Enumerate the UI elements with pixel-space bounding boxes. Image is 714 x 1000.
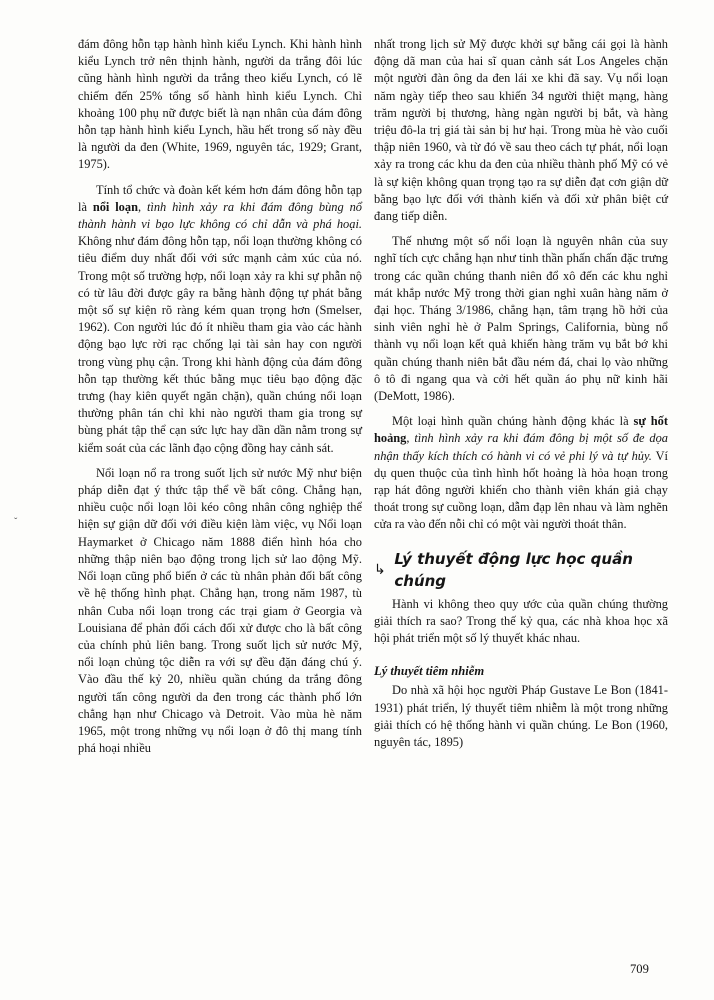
paragraph-contagion-theory: Do nhà xã hội học người Pháp Gustave Le Bon (1841-1931) phát triển, lý thuyết tiêm nhiễm là một trong những giải thích có hệ thống hành vi quần chúng. Le Bon (1960, nguyên tác, 1895) bbox=[374, 683, 668, 749]
paragraph-lynching-continued: đám đông hỗn tạp hành hình kiểu Lynch. Khi hành hình kiểu Lynch trở nên thịnh hành, người da trắng đôi lúc cũng hành hình người da trắng theo kiểu Lynch, có lẽ chiếm đến 25% tổng số hành hình kiểu Lynch. Chỉ khoảng 100 phụ nữ được biết là nạn nhân của đám đông hỗn tạp hành hình kiểu Lynch, hầu hết trong số này đều là người da đen (White, 1969, nguyên tác, 1929; Grant, 1975). bbox=[78, 37, 362, 172]
definition-riot: tình hình xảy ra khi đám đông bùng nổ thành hành vi bạo lực không có chỉ dẫn và phá hoại. bbox=[78, 199, 362, 232]
panic-intro-text: Một loại hình quần chúng hành động khác là bbox=[392, 414, 634, 429]
section-heading-text: Lý thuyết động lực học quần chúng bbox=[394, 549, 633, 590]
paragraph-theories-intro: Hành vi không theo quy ước của quần chúng thường giải thích ra sao? Trong thế kỷ qua, các nhà khoa học xã hội phát triển một số lý thuyết khác nhau. bbox=[374, 596, 668, 646]
right-column bbox=[374, 36, 668, 751]
subheading-contagion-theory: Lý thuyết tiêm nhiễm bbox=[374, 664, 485, 679]
definition-panic: tình hình xảy ra khi đám đông bị một số đe dọa nhận thấy kích thích có hành vi có vẻ phi lý và tự hủy. bbox=[374, 431, 668, 463]
page-number: 709 bbox=[630, 962, 649, 976]
paragraph-los-angeles-riot: nhất trong lịch sử Mỹ được khởi sự bằng cái gọi là hành động dã man của hai sĩ quan cảnh sát Los Angeles chặn một người đàn ông da đen lái xe khi đã say. Vụ nổi loạn năm ngày tiếp theo sau khiến 34 người thiệt mạng, hàng trăm người bị thương, hàng ngàn người bị bắt, và hàng triệu đô-la trị giá tài sản bị hư hại. Trong mùa hè vào cuối thập niên 1960, và từ đó về sau theo cách tự phát, nổi loạn xảy ra trong các khu da đen của nhiều thành phố Mỹ có vẻ là sự kiện không quan trọng tạo ra sự diễn đạt cơn giận dữ bằng bạo lực đối với thành kiến và đối xử phân biệt cứ đang tiếp diễn. bbox=[374, 37, 668, 224]
paragraph-riot-definition bbox=[78, 182, 362, 457]
riot-intro-text: Tính tổ chức và đoàn kết kém hơn đám đông hỗn tạp là bbox=[78, 182, 362, 214]
paragraph-riot-history: Nổi loạn nổ ra trong suốt lịch sử nước Mỹ như biện pháp diễn đạt ý thức tập thể về bất công. Chẳng hạn, nhiều cuộc nổi loạn lôi kéo công nhân công nghiệp thể hiện sự giận dữ đối với điều kiện làm việc, vụ Nổi loạn Haymarket ở Chicago năm 1888 điển hình hóa cho những thập niên bạo động trong lịch sử lao động Mỹ. Nổi loạn cũng phổ biến ở các tù nhân phản đối bất công về hệ thống hình phạt. Chẳng hạn, trong năm 1987, tù nhân Cuba nổi loạn trong các trại giam ở Georgia và Louisiana để phản đối cách đối xử được cho là bất công của chính phủ liên bang. Trong suốt lịch sử nước Mỹ, nổi loạn chủng tộc diễn ra với sự đều đặn đáng chú ý. Vào đầu thế kỷ 20, nhiều quần chúng da trắng đông người tấn công người da đen trong các thành phố lớn chẳng hạn như Chicago và Detroit. Vào mùa hè năm 1965, một trong những vụ nổi loạn ở đô thị mang tính phá hoại nhiều bbox=[78, 465, 362, 756]
riot-explanation: Không như đám đông hỗn tạp, nổi loạn thường không có tiêu điểm duy nhất đối với sức mạnh cảm xúc của nó. Trong một số trường hợp, nổi loạn xảy ra khi sự phẫn nộ có từ lâu đời được gây ra bằng hành động tự phát bằng một số sự kiện rõ ràng kém quan trọng hơn (Smelser, 1962). Con người lúc đó ít nhiều tham gia vào các hành động bạo lực rời rạc chống lại tài sản hay con người trong vùng phụ cận. Trong khi hành động của đám đông hỗn tạp thường kết thúc bằng mục tiêu bạo động đặc trưng (hay kiên quyết ngăn chặn), quần chúng nổi loạn thường phân tán chỉ khi nào người tham gia trong sự bùng phát tập thể cạn sức lực hay dần dần nằm trong sự kiểm soát của các lãnh đạo cộng đồng hay cảnh sát. bbox=[78, 234, 362, 455]
margin-mark: ˇ bbox=[14, 517, 18, 528]
paragraph-spring-break-riot: Thế nhưng một số nổi loạn là nguyên nhân của suy nghĩ tích cực chẳng hạn như tinh thần phấn chấn đặc trưng trong các quần chúng thanh niên đổ xô đến các khu nghỉ mát khắp nước Mỹ trong thời gian nghỉ xuân hàng năm ở đại học. Tháng 3/1986, chẳng hạn, tâm trạng hồ hởi của sinh viên nghỉ hè ở Palm Springs, California, bùng nổ thành vụ nổi loạn kết quả khiến hàng trăm vụ bắt bớ khi quần chúng thanh niên bắt đầu ném đá, chai lọ vào những ô tô đi ngang qua và cởi hết quần áo phụ nữ kinh hãi (DeMott, 1986). bbox=[374, 234, 668, 404]
section-heading bbox=[374, 548, 668, 592]
panic-explanation: Ví dụ quen thuộc của tình hình hốt hoảng là hỏa hoạn trong rạp hát đông người khiến cho thành viên khán giả chạy thoát trong sự cuồng loạn, dẫm đạp lên nhau và làm nghẽn cửa ra vào đến nỗi chỉ có một vài người thoát thân. bbox=[374, 448, 669, 532]
paragraph-panic-definition bbox=[374, 413, 668, 533]
riot-comma: , bbox=[137, 199, 147, 214]
term-panic: sự hốt hoảng bbox=[374, 414, 668, 446]
hook-arrow-icon: ↳ bbox=[374, 561, 386, 578]
term-riot: nổi loạn bbox=[92, 199, 138, 214]
left-column bbox=[78, 36, 362, 757]
panic-comma: , bbox=[406, 431, 415, 446]
